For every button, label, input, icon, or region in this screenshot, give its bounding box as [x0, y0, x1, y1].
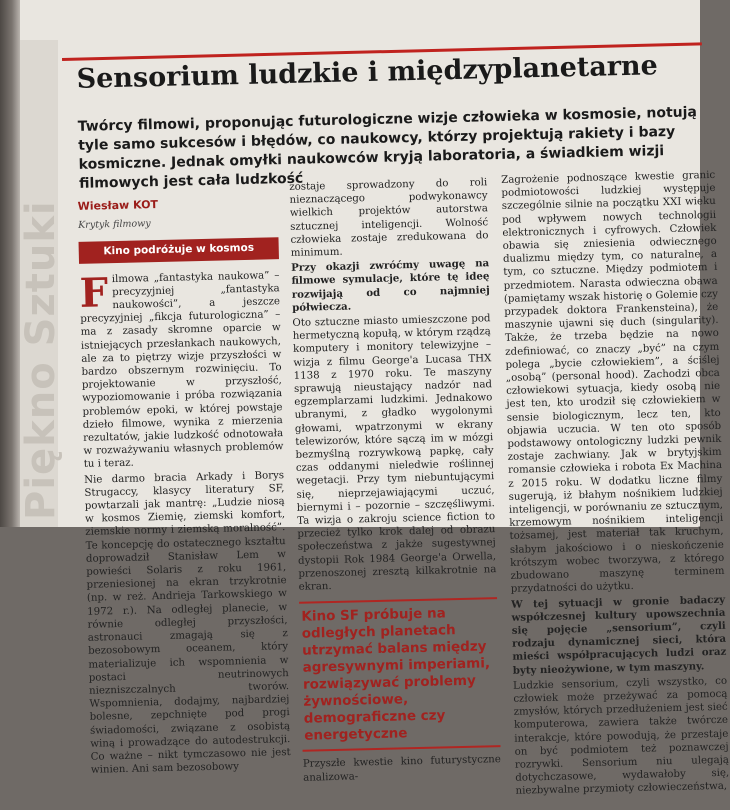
- article-lead: Twórcy filmowi, proponując futurologiczne wizje człowieka w kosmosie, notują tyle samo sukcesów i błędów, co naukowcy, którzy projektują rakiety i bazy kosmiczne. Jednak omyłki naukowców kryją laboratoria, a świadkiem wizji filmowych jest cała ludzkość: [77, 104, 698, 192]
- article-title: Sensorium ludzkie i międzyplanetarne: [76, 50, 659, 95]
- paragraph: Zagrożenie podnoszące kwestie granic podmiotowości ludzkiej występuje szczególnie silnie na początku XXI wieku pod wpływem nowych technologii elektronicznych i cyfrowych. Człowiek obawia się zniesienia odwiecznego dualizmu między tym, co naturalne, a tym, co sztuczne. Między podmiotem i przedmiotem. Narasta odwieczna obawa (pamiętamy wszak historię o Golemie czy przypadek doktora Frankensteina), że maszynie ujawni się duch (singularity). Także, że trzeba będzie na nowo zdefiniować, co znaczy „być” na czym polega „bycie człowiekiem”, a ściślej „osobą” (personal hood). Zachodzi obca człowiekowi sytuacja, kiedy osobą nie jest ten, kto urodził się człowiekiem w sensie biologicznym, lecz ten, kto objawia uczucia. W ten oto sposób podstawowy ontologiczny ludzki pewnik zostaje zachwiany. Jak w brytyjskim romansie człowieka i robota Ex Machina z 2015 roku. W dodatku liczne filmy sugerują, iż błahym nośnikiem ludzkiej inteligencji, w porównaniu ze sztucznym, krzemowym nośnikiem inteligencji tożsamej, jest materiał tak kruchym, słabym jakościowo i o nieskończenie krótszym wobec tworzywa, z którego zbudowano maszynę terminem przydatności do użytku.: [501, 169, 725, 596]
- article: [72, 35, 730, 798]
- section-side-label: Piękno Sztuki: [18, 200, 64, 520]
- column-1: [78, 195, 292, 779]
- author-name: Wiesław KOT: [77, 198, 159, 213]
- bold-paragraph: W tej sytuacji w gronie badaczy współczesnej kultury upowszechnia się pojęcie „sensorium”, czyli rodzaju dynamicznej sieci, która mieści współpracujących ludzi oraz byty nieożywione, w tym maszyny.: [511, 593, 727, 677]
- paragraph: zostaje sprowadzony do roli nieznaczącego podwykonawcy wielkich projektów autorstwa sztucznej inteligencji. Wolność człowieka zostaje zredukowana do minimum.: [289, 177, 489, 259]
- paragraph: Filmowa „fantastyka naukowa” – precyzyjniej „fantastyka naukowości”, a jeszcze precyzyjniej „fikcja futurologiczna” – ma z zasady skromne oparcie w istniejących przesłankach naukowych, ale za to piętrzy wizje przyszłości w bardzo obszernym rozwinięciu. To projektowanie w przyszłość, wypoziomowanie i próba rozwiązania problemów epoki, w której powstaje dzieło filmowe, wynika z mierzenia rezultatów, jakie ludzkość odnotowała w rozważywaniu własnych problemów tu i teraz.: [79, 268, 284, 471]
- author-role: Krytyk filmowy: [78, 218, 151, 232]
- column-3: [501, 169, 730, 800]
- paragraph: Nie darmo bracia Arkady i Borys Strugaccy, klasycy literatury SF, powtarzali jak mantrę: „Ludzie niosą w kosmos Ziemię, ziemski komfort, ziemskie normy i ziemską moralność”. Te koncepcję do ostatecznego kształtu doprowadził Stanisław Lem w powieści Solaris z roku 1961, przeniesionej na ekran trzykrotnie (np. w reż. Andrieja Tarkowskiego w 1972 r.). Na odległej planecie, w równie odległej przyszłości, astronauci zmagają się z bezosobowym oceanem, który materializuje ich wspomnienia w postaci neutrinowych niezniszczalnych tworów. Wspomnienia, dodajmy, najbardziej bolesne, zepchnięte pod progi świadomości, związane z osobistą winą i prowadzące do autodestrukcji. Co ważne – nikt tymczasowo nie jest winien. Ani sam bezosobowy: [84, 469, 291, 776]
- paragraph: Ludzkie sensorium, czyli wszystko, co człowiek może przeżywać za pomocą zmysłów, których przedłużeniem jest sieć komputerowa, zawiera także twórcze interakcje, które powodują, że przestaje on być podmiotem też poznawczej rozrywki. Sensorium niu ulegają dotychczasowe, wydawałoby się, niezbywalne przymioty człowieczeństwa,: [512, 675, 730, 798]
- section-heading: Kino podróżuje w kosmos: [79, 238, 279, 264]
- paragraph: Oto sztuczne miasto umieszczone pod hermetyczną kopułą, w którym rządzą komputery i monitory telewizyjne – wizja z filmu George'a Lucasa THX 1138 z 1970 roku. Te maszyny sprawują nieustający nadzór nad egzemplarzami ludzkimi. Jednakowo ubranymi, z gładko wygolonymi głowami, wpatrzonymi w ekrany telewizorów, które sączą im w mózgi bezmyślną rozrywkową papkę, cały czas oddanymi nieledwie roślinnej wegetacji. Przy tym niebuntującymi się, nieprzejawiającymi uczuć, biernymi i – pozornie – szczęśliwymi. Ta wizja o zakroju science fiction to przecież tylko krok dalej od obrazu społeczeństwa z jakże sugestywnej dystopii Rok 1984 George'a Orwella, przenoszonej zresztą kilkakrotnie na ekran.: [292, 313, 497, 593]
- drop-cap: F: [79, 268, 109, 317]
- facing-page-edge: [0, 0, 20, 527]
- paragraph: Przyszłe kwestie kino futurystyczne analizowa-: [302, 754, 501, 784]
- bold-paragraph: Przy okazji zwróćmy uwagę na filmowe symulacje, które tę ideę rozwijają od co najmniej półwiecza.: [291, 257, 490, 314]
- column-2: [289, 176, 501, 786]
- pull-quote: Kino SF próbuje na odległych planetach utrzymać balans między agresywnymi imperiami, rozwiązywać problemy żywnościowe, demograficzne czy energetyczne: [299, 597, 500, 752]
